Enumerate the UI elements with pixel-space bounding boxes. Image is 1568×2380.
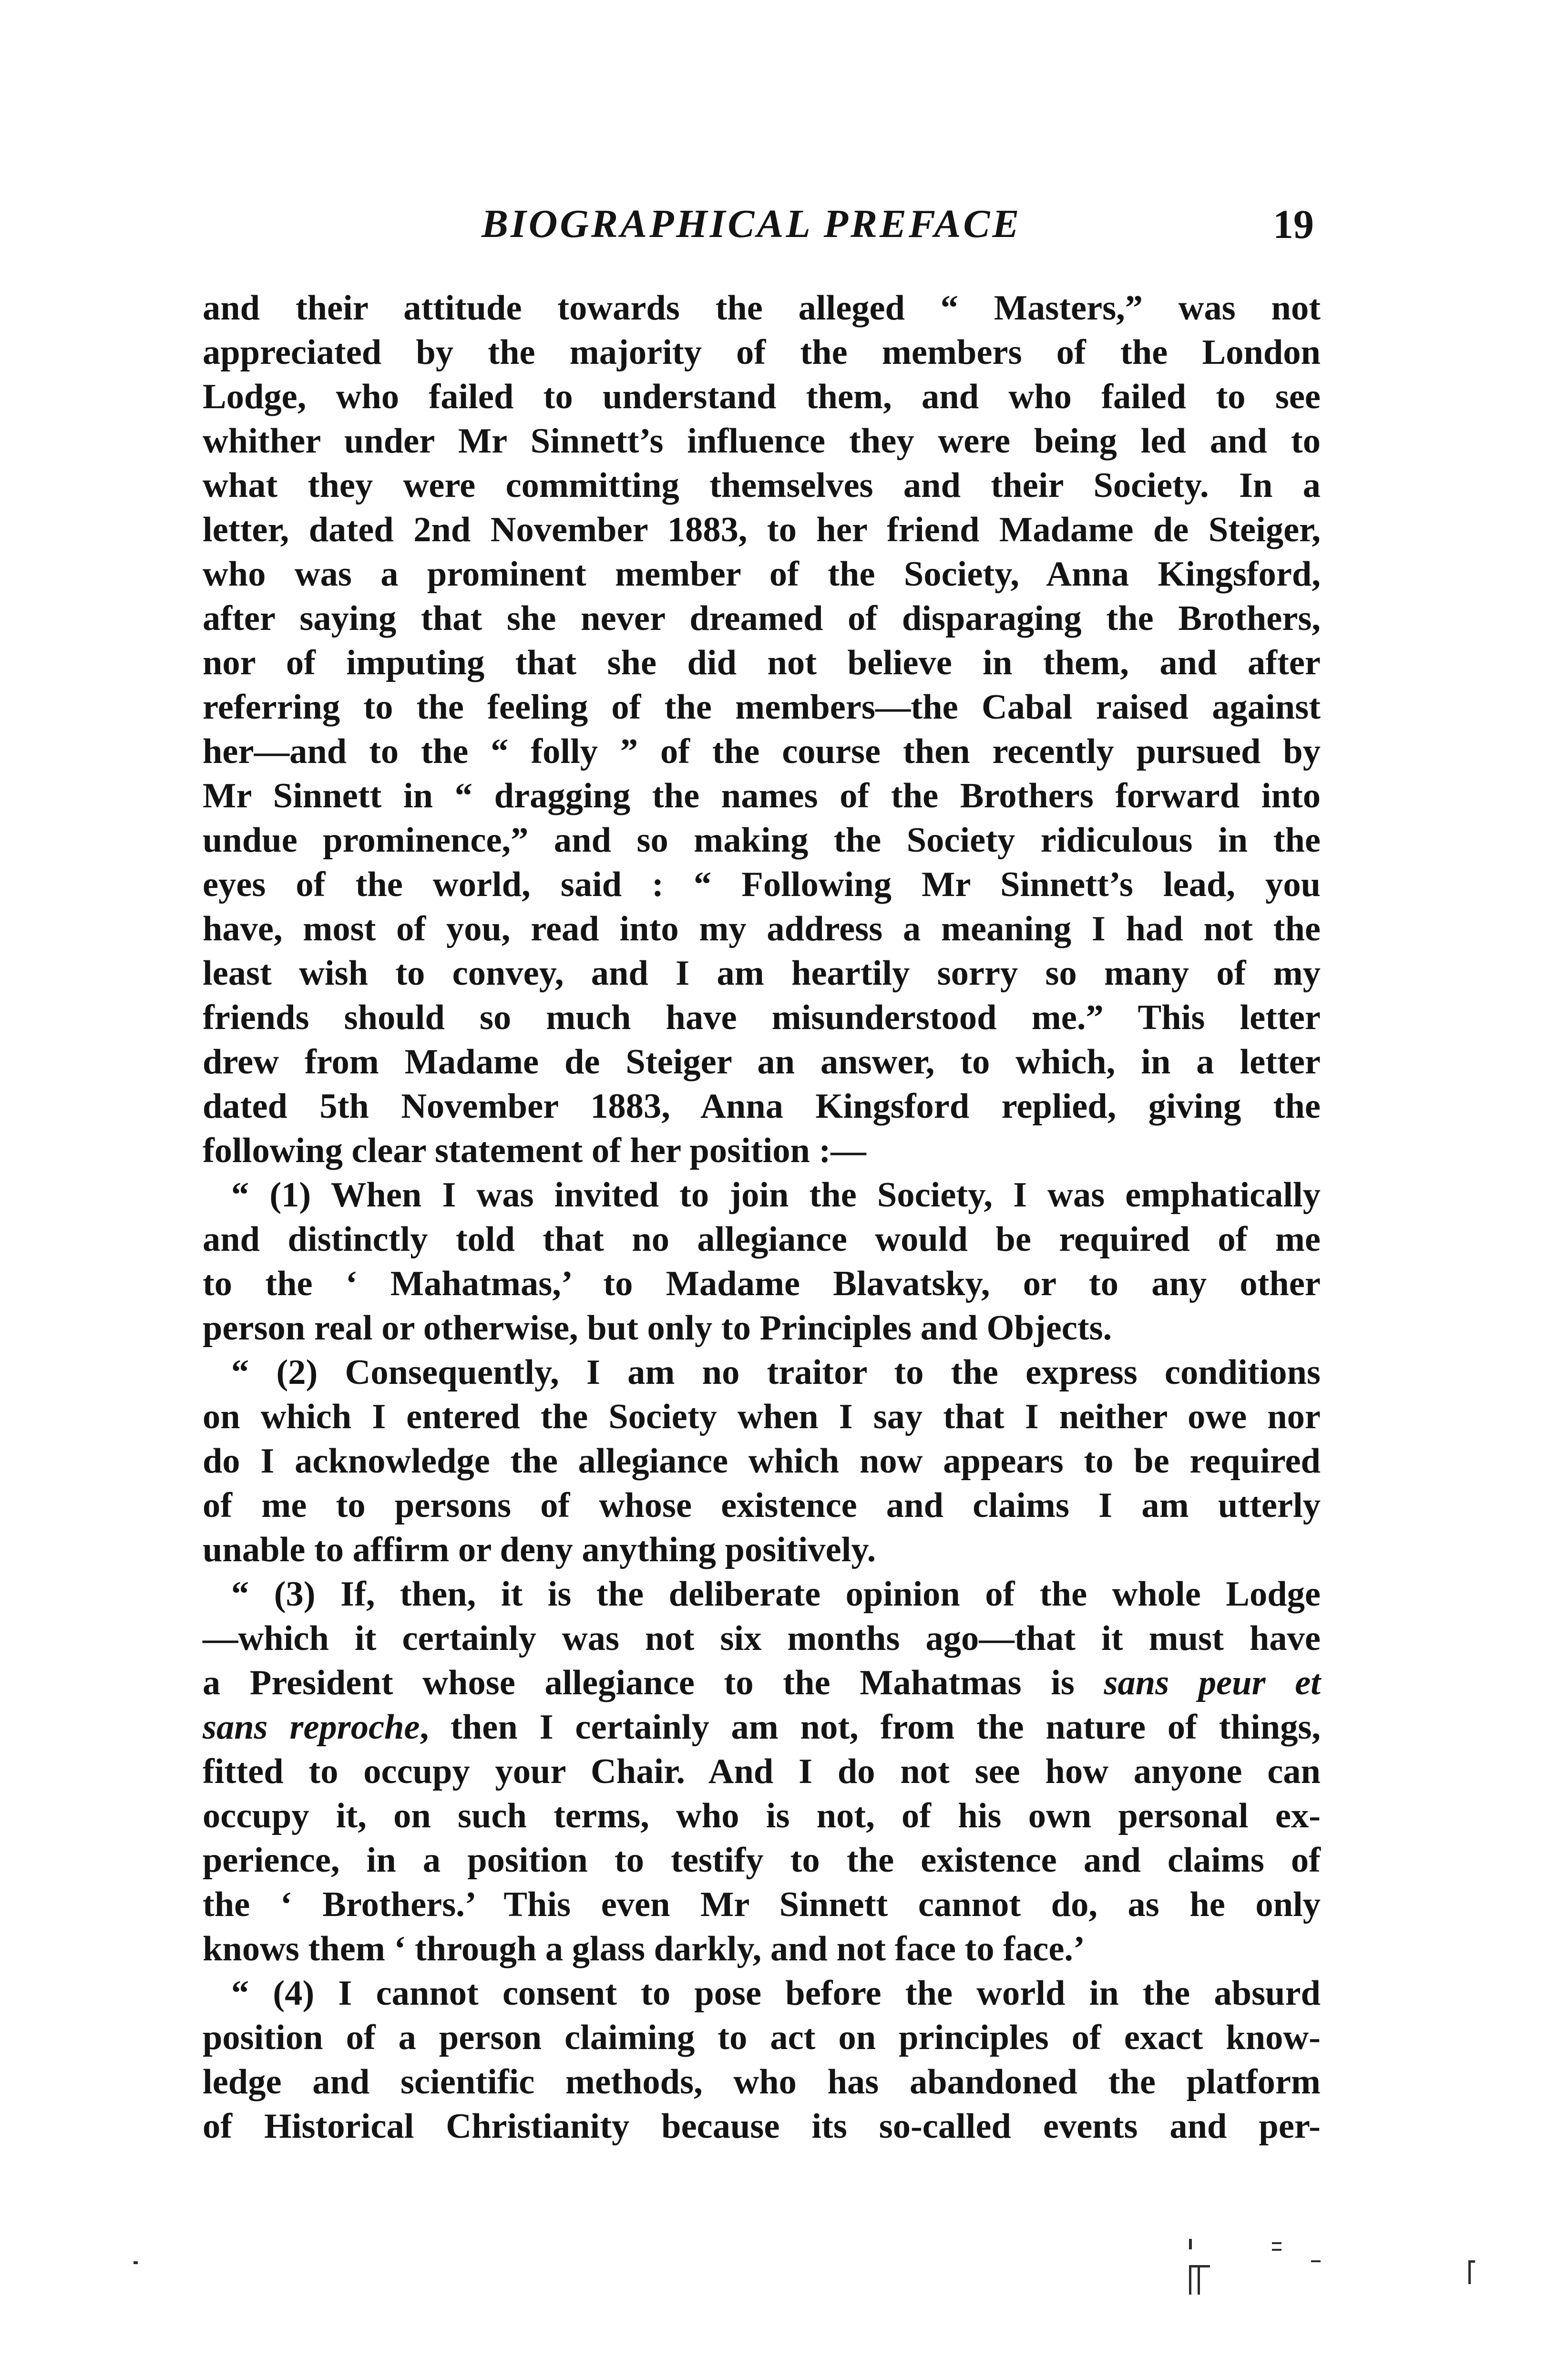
- text-line: to the ‘ Mahatmas,’ to Madame Blavatsky, or to any other: [203, 1264, 1321, 1303]
- text-line: and distinctly told that no allegiance would be required of me: [203, 1220, 1321, 1259]
- text-line: whither under Mr Sinnett’s influence they were being led and to: [203, 422, 1321, 461]
- text-line: appreciated by the majority of the members of the London: [203, 333, 1321, 372]
- text-line: “ (4) I cannot consent to pose before the world in the absurd: [231, 1974, 1321, 2013]
- text-line: following clear statement of her position :—: [203, 1131, 866, 1170]
- paragraph-point-2: [203, 1350, 1321, 1572]
- text-line: have, most of you, read into my address a meaning I had not the: [203, 909, 1321, 948]
- text-line: unable to affirm or deny anything positively.: [203, 1530, 876, 1569]
- italic-phrase: sans reproche: [203, 1708, 420, 1747]
- text-line: “ (3) If, then, it is the deliberate opinion of the whole Lodge: [231, 1575, 1321, 1614]
- text-line: a President whose allegiance to the Mahatmas is sans peur et: [203, 1663, 1321, 1702]
- scan-speck: [1468, 2260, 1475, 2263]
- paragraph-point-4: [203, 1971, 1321, 2149]
- text-line: her—and to the “ folly ” of the course then recently pursued by: [203, 732, 1321, 771]
- text-line: fitted to occupy your Chair. And I do not see how anyone can: [203, 1752, 1321, 1791]
- text-line: occupy it, on such terms, who is not, of his own personal ex-: [203, 1796, 1321, 1835]
- text-line: eyes of the world, said : “ Following Mr Sinnett’s lead, you: [203, 865, 1321, 904]
- text-line: Mr Sinnett in “ dragging the names of the Brothers forward into: [203, 776, 1321, 815]
- text-line: —which it certainly was not six months ago—that it must have: [203, 1619, 1321, 1658]
- text-line: do I acknowledge the allegiance which now appears to be required: [203, 1442, 1321, 1481]
- text-line: least wish to convey, and I am heartily sorry so many of my: [203, 954, 1321, 993]
- text-line: referring to the feeling of the members—the Cabal raised against: [203, 688, 1321, 727]
- text-line: “ (2) Consequently, I am no traitor to the express conditions: [231, 1353, 1321, 1392]
- text-line: knows them ‘ through a glass darkly, and not face to face.’: [203, 1929, 1085, 1968]
- text-line: position of a person claiming to act on principles of exact know-: [203, 2018, 1321, 2057]
- running-head: [0, 196, 1568, 253]
- text-line: sans reproche, then I certainly am not, from the nature of things,: [203, 1708, 1321, 1747]
- page-number: 19: [1273, 201, 1314, 247]
- scan-speck: [1198, 2265, 1200, 2295]
- text-line: the ‘ Brothers.’ This even Mr Sinnett cannot do, as he only: [203, 1885, 1321, 1924]
- text-line: of Historical Christianity because its so-called events and per-: [203, 2107, 1321, 2146]
- paragraph-point-1: [203, 1173, 1321, 1350]
- text-line: “ (1) When I was invited to join the Society, I was emphatically: [231, 1175, 1321, 1215]
- running-title: BIOGRAPHICAL PREFACE: [482, 202, 1022, 246]
- text-line: undue prominence,” and so making the Society ridiculous in the: [203, 821, 1321, 860]
- text-line: letter, dated 2nd November 1883, to her friend Madame de Steiger,: [203, 510, 1321, 549]
- text-line: dated 5th November 1883, Anna Kingsford replied, giving the: [203, 1087, 1321, 1126]
- scan-speck: [1468, 2260, 1471, 2284]
- scan-speck: [1272, 2249, 1281, 2251]
- italic-phrase: sans peur et: [1104, 1663, 1321, 1702]
- scan-speck: [1311, 2260, 1321, 2262]
- text-line: and their attitude towards the alleged “ Masters,” was not: [203, 288, 1321, 328]
- text-line: on which I entered the Society when I say that I neither owe nor: [203, 1397, 1321, 1436]
- text-line: Lodge, who failed to understand them, and who failed to see: [203, 377, 1321, 416]
- text-line: nor of imputing that she did not believe in them, and after: [203, 643, 1321, 682]
- text-line: of me to persons of whose existence and claims I am utterly: [203, 1486, 1321, 1525]
- paragraph-point-3: [203, 1572, 1321, 1971]
- text-line: who was a prominent member of the Society, Anna Kingsford,: [203, 555, 1321, 594]
- scan-speck: [1272, 2242, 1281, 2244]
- text-line: person real or otherwise, but only to Principles and Objects.: [203, 1308, 1112, 1348]
- text-line: perience, in a position to testify to the existence and claims of: [203, 1841, 1321, 1880]
- scan-speck: [133, 2261, 138, 2264]
- text-line: after saying that she never dreamed of disparaging the Brothers,: [203, 599, 1321, 638]
- paragraph-intro: [203, 286, 1321, 1173]
- text-line: ledge and scientific methods, who has abandoned the platform: [203, 2062, 1321, 2102]
- scan-speck: [1189, 2239, 1192, 2249]
- text-line: friends should so much have misunderstood me.” This letter: [203, 998, 1321, 1037]
- text-line: drew from Madame de Steiger an answer, to which, in a letter: [203, 1042, 1321, 1082]
- scan-speck: [1189, 2265, 1191, 2295]
- body-text: [203, 286, 1321, 2149]
- text-line: what they were committing themselves and their Society. In a: [203, 466, 1321, 505]
